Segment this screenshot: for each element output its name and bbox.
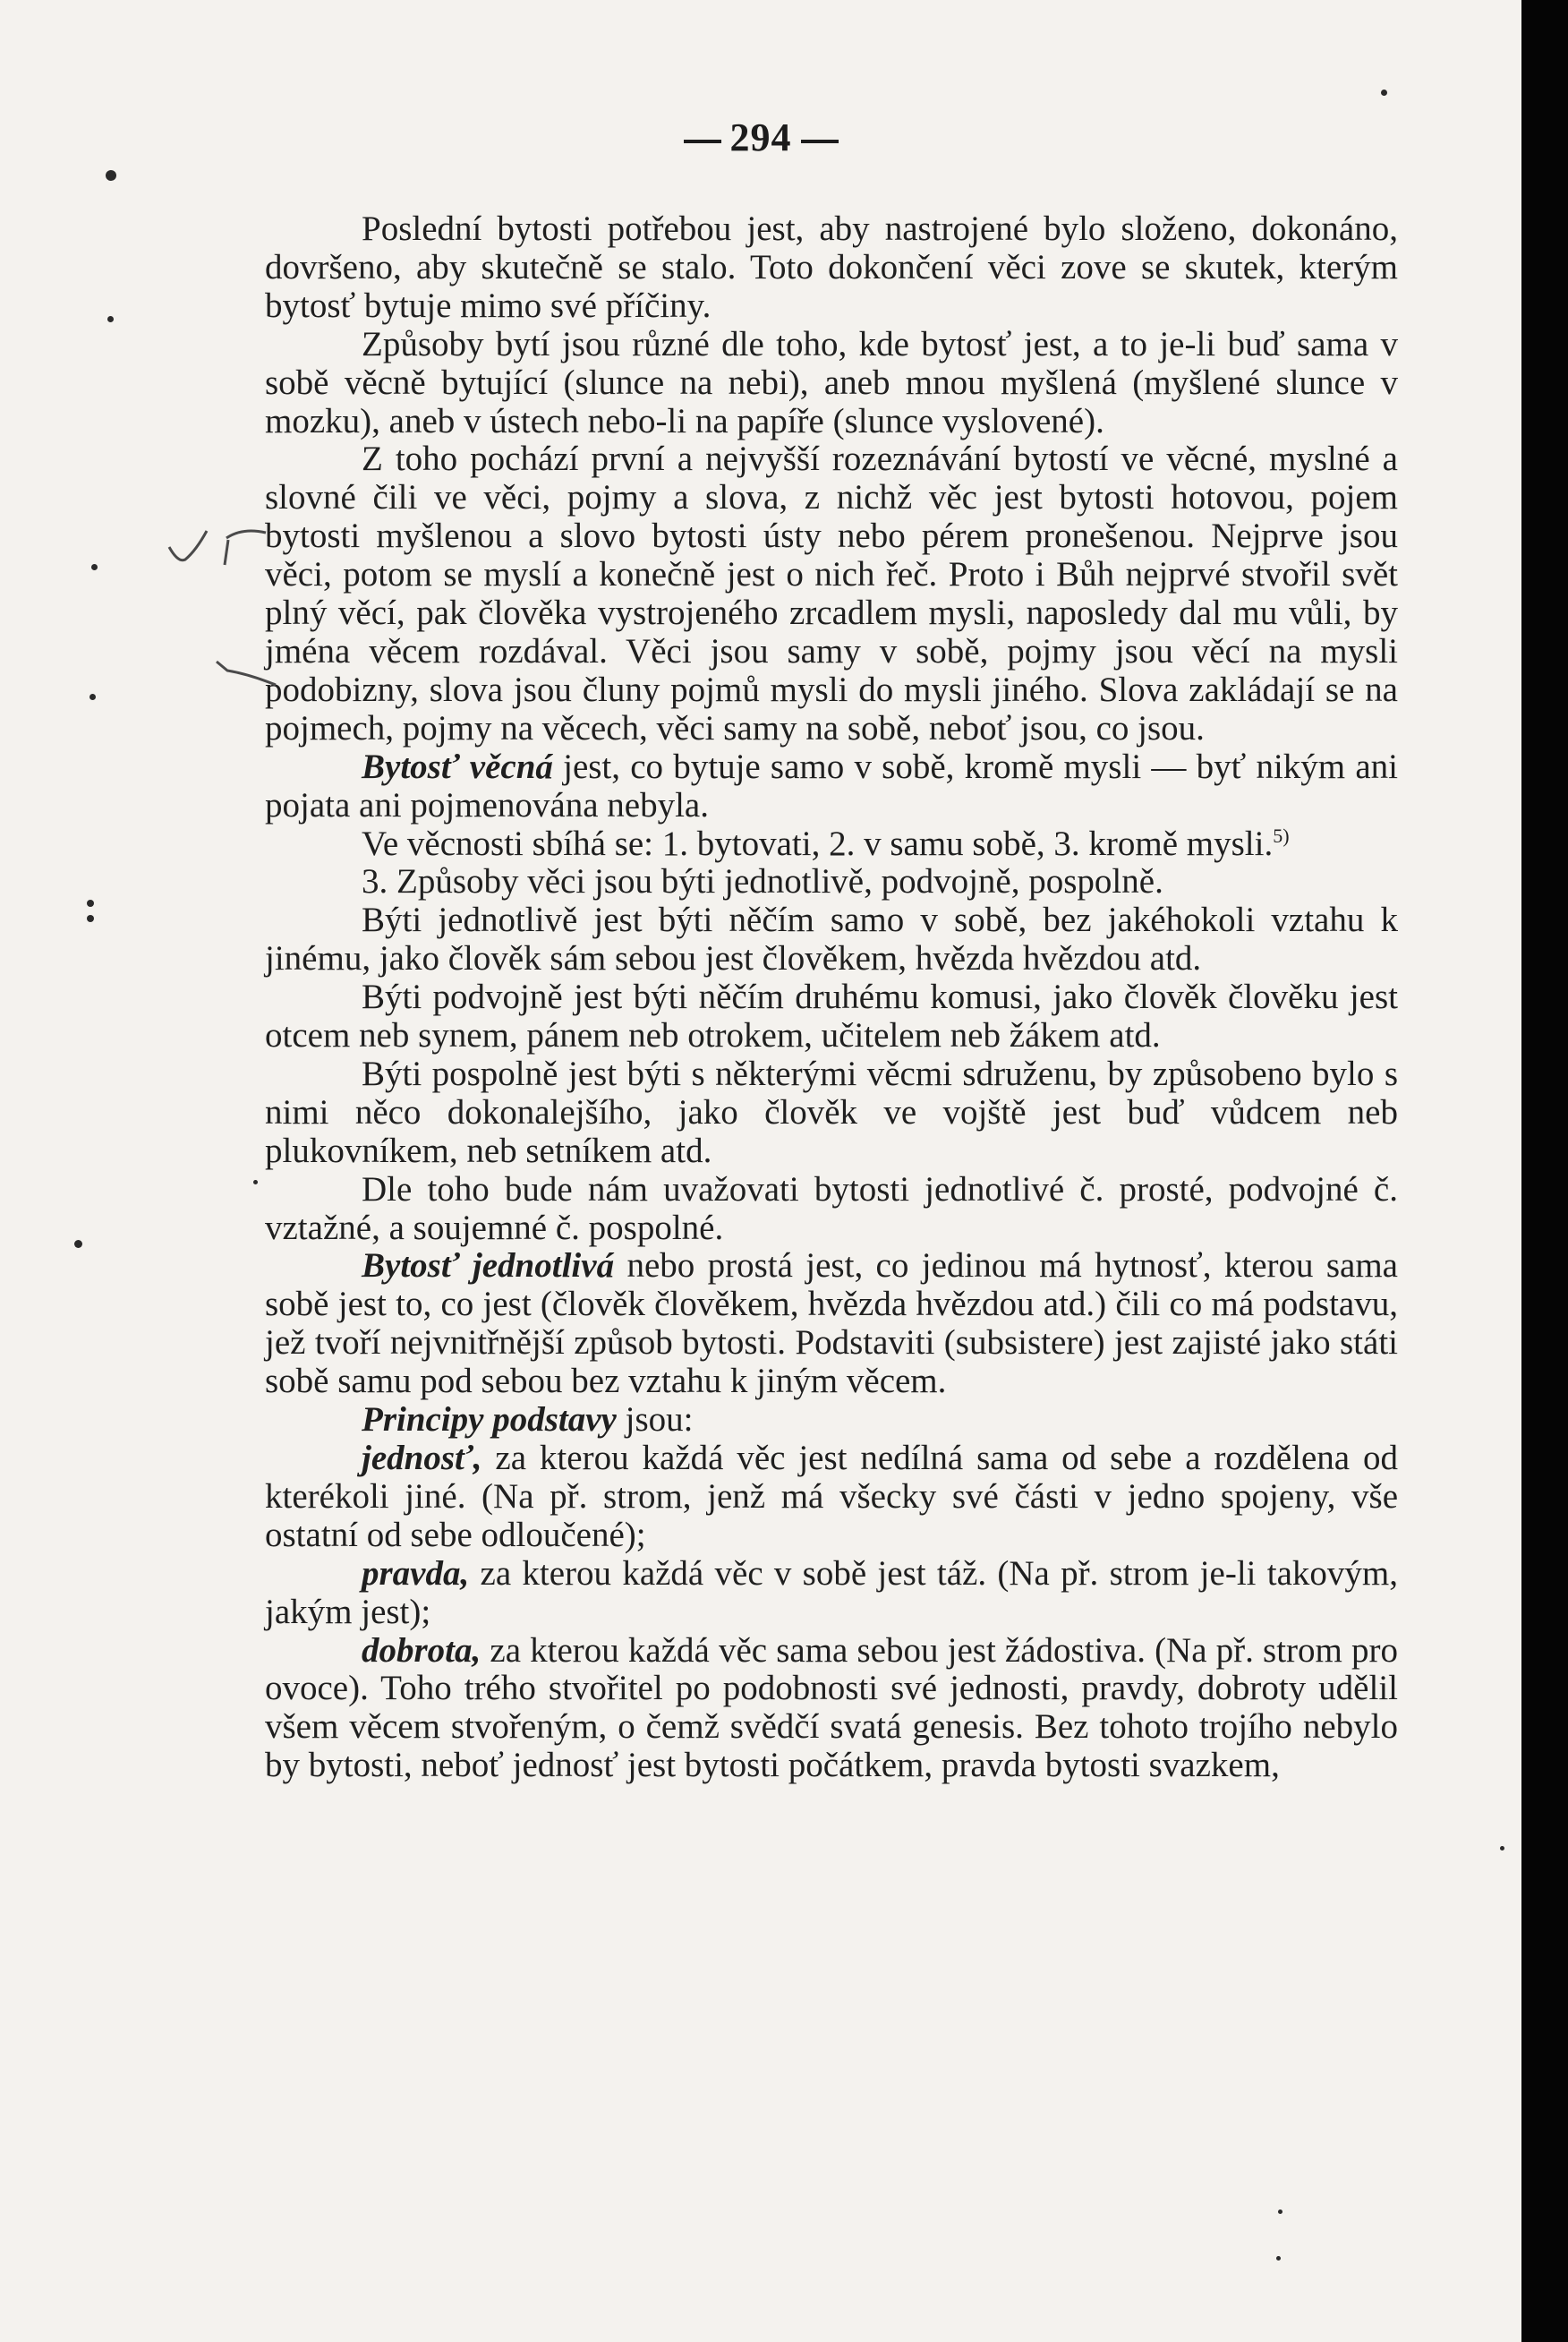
- italic-term: dobrota,: [362, 1630, 481, 1670]
- paragraph: [265, 1555, 1398, 1632]
- paragraph: [265, 1401, 1398, 1440]
- header-dash-right: [801, 140, 839, 143]
- paragraph-text: Z toho pochází první a nejvyšší rozeznávání bytostí ve věcné, myslné a slovné čili ve věci, pojmy a slova, z nichž věc jest bytosti hotovou, pojem bytosti myšlenou a slovo bytosti ústy nebo pérem pronešenou. Nejprve jsou věci, potom se myslí a konečně jest o nich řeč. Proto i Bůh nejprvé stvořil svět plný věcí, pak člověka vystrojeného zrcadlem mysli, naposledy dal mu vůli, by jména věcem rozdával. Věci jsou samy v sobě, pojmy jsou věcí na mysli podobizny, slova jsou čluny pojmů mysli do mysli jiného. Slova zakládají se na pojmech, pojmy na věcech, věci samy na sobě, neboť jsou, co jsou.: [265, 440, 1398, 748]
- scan-speck: [106, 170, 116, 181]
- scan-dark-edge: [1521, 0, 1568, 2342]
- paragraph-text: za kterou každá věc sama sebou jest žádostiva. (Na př. strom pro ovoce). Toho trého stvořitel po podobnosti své jednosti, pravdy, dobroty udělil všem věcem stvořeným, o čemž svědčí svatá genesis. Bez tohoto trojího nebylo by bytosti, neboť jednosť jest bytosti počátkem, pravda bytosti svazkem,: [265, 1630, 1398, 1785]
- scan-speck: [107, 316, 114, 322]
- scan-speck: [91, 564, 98, 570]
- paragraph: [265, 440, 1398, 748]
- scan-speck: [1276, 2256, 1281, 2261]
- scan-speck: [253, 1180, 258, 1184]
- paragraph-text: jsou:: [616, 1400, 694, 1440]
- paragraph: [265, 1632, 1398, 1786]
- scan-speck: [89, 694, 96, 700]
- header-dash-left: [684, 140, 721, 143]
- scan-speck: [1381, 90, 1387, 96]
- paragraph-text: Ve věcnosti sbíhá se: 1. bytovati, 2. v samu sobě, 3. kromě mysli.: [362, 824, 1274, 863]
- italic-term: pravda,: [362, 1553, 470, 1593]
- paragraph: [265, 1056, 1398, 1171]
- paragraph-text: Dle toho bude nám uvažovati bytosti jednotlivé č. prosté, podvojné č. vztažné, a soujemné č. pospolné.: [265, 1169, 1398, 1247]
- paragraph-text: 3. Způsoby věci jsou býti jednotlivě, podvojně, pospolně.: [362, 862, 1163, 902]
- scan-speck: [1500, 1846, 1504, 1851]
- paragraph-text: za kterou každá věc v sobě jest táž. (Na př. strom je-li takovým, jakým jest);: [265, 1553, 1398, 1631]
- italic-term: Bytosť jednotlivá: [362, 1246, 615, 1286]
- paragraph: [265, 902, 1398, 979]
- paragraph: [265, 1247, 1398, 1401]
- paragraph-text: Býti pospolně jest býti s některými věcmi sdruženu, by způsobeno bylo s nimi něco dokonalejšího, jako člověk ve vojště jest buď vůdcem neb plukovníkem, neb setníkem atd.: [265, 1054, 1398, 1170]
- scan-speck: [74, 1240, 82, 1248]
- paragraph-text: Způsoby bytí jsou různé dle toho, kde bytosť jest, a to je-li buď sama v sobě věcně bytující (slunce na nebi), aneb mnou myšlená (myšlené slunce v mozku), aneb v ústech nebo-li na papíře (slunce vyslovené).: [265, 324, 1398, 440]
- margin-pencil-mark-check: [166, 524, 273, 573]
- paragraph: [265, 825, 1398, 864]
- paragraph: [265, 863, 1398, 902]
- footnote-ref: 5): [1273, 824, 1290, 847]
- paragraph: [265, 210, 1398, 326]
- paragraph-text: Býti podvojně jest býti něčím druhému komusi, jako člověk člověku jest otcem neb synem, pánem neb otrokem, učitelem neb žákem atd.: [265, 978, 1398, 1056]
- scan-speck: [1278, 2210, 1283, 2214]
- italic-term: Bytosť věcná: [362, 747, 553, 786]
- italic-term: jednosť,: [362, 1439, 482, 1477]
- paragraph-text: Býti jednotlivě jest býti něčím samo v sobě, bez jakéhokoli vztahu k jinému, jako člověk sám sebou jest člověkem, hvězda hvězdou atd.: [265, 901, 1398, 979]
- scan-speck: [87, 900, 94, 907]
- paragraph-text: Poslední bytosti potřebou jest, aby nastrojené bylo složeno, dokonáno, dovršeno, aby skutečně se stalo. Toto dokončení věci zove se skutek, kterým bytosť bytuje mimo své příčiny.: [265, 209, 1398, 325]
- paragraph: [265, 1440, 1398, 1555]
- paragraph: [265, 748, 1398, 825]
- margin-pencil-mark-line: [213, 658, 285, 703]
- paragraph: [265, 326, 1398, 441]
- paragraph-text: jest, co bytuje samo v sobě, kromě mysli — byť nikým ani pojata ani pojmenována nebyla.: [265, 747, 1398, 825]
- paragraph: [265, 979, 1398, 1056]
- body-text: [265, 210, 1398, 1785]
- paragraph: [265, 1171, 1398, 1248]
- paragraph-text: nebo prostá jest, co jedinou má hytnosť, kterou sama sobě jest to, co jest (člověk člověkem, hvězda hvězdou atd.) čili co má podstavu, jež tvoří nejvnitřnější způsob bytosti. Podstaviti (subsistere) jest zajisté jako státi sobě samu pod sebou bez vztahu k jiným věcem.: [265, 1246, 1398, 1401]
- italic-term: Principy podstavy: [362, 1400, 617, 1440]
- paragraph-text: za kterou každá věc jest nedílná sama od sebe a rozdělena od kterékoli jiné. (Na př. strom, jenž má všecky své části v jedno spojeny, vše ostatní od sebe odloučené);: [265, 1439, 1398, 1554]
- scan-speck: [87, 915, 94, 922]
- page-header: [0, 115, 1521, 160]
- page-number: 294: [729, 115, 792, 159]
